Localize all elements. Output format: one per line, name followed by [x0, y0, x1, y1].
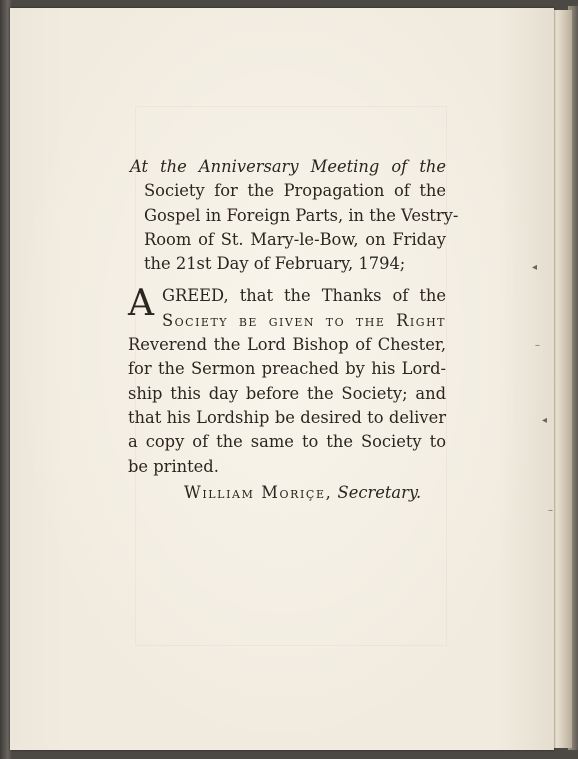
header-line: Society for the Propagation of the [144, 181, 446, 201]
resolution-line: be printed. [128, 456, 219, 476]
resolution-line: GREED, that the Thanks of the [162, 286, 446, 306]
header-line: At the Anniversary Meeting of the [130, 157, 446, 176]
margin-mark: – [548, 505, 553, 516]
signature-line [184, 483, 444, 502]
header-line: the 21st Day of February, 1794; [144, 254, 406, 274]
margin-mark: ◂ [532, 262, 538, 273]
header-line: Room of St. Mary-le-Bow, on Friday [144, 229, 446, 249]
resolution-line: Reverend the Lord Bishop of Chester, [128, 335, 446, 355]
header-line: Gospel in Foreign Parts, in the Vestry- [144, 205, 459, 225]
margin-mark: – [535, 340, 540, 351]
document-text [128, 155, 459, 479]
resolution-line: a copy of the same to the Society to [128, 432, 446, 452]
resolution-paragraph [128, 284, 446, 478]
drop-cap: A [128, 283, 154, 325]
secretary-name: William Moriçe, [184, 483, 333, 502]
secretary-title: Secretary. [337, 483, 422, 502]
resolution-line: that his Lordship be desired to deliver [128, 407, 446, 427]
resolution-line: Society be given to the Right [162, 310, 446, 330]
margin-mark: ◂ [542, 415, 548, 426]
resolution-line: for the Sermon preached by his Lord- [128, 359, 446, 379]
resolution-line: ship this day before the Society; and [128, 383, 446, 403]
